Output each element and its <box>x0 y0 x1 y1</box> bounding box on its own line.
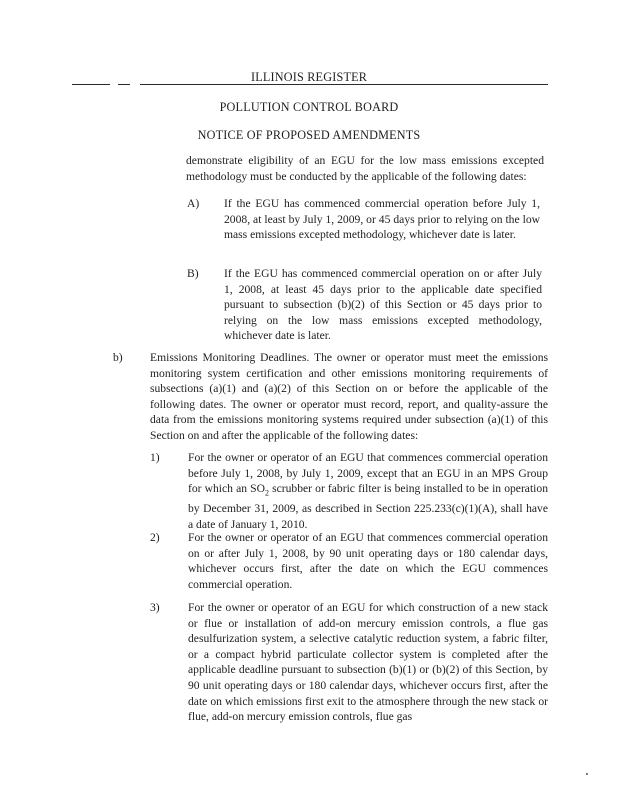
scan-speck <box>586 773 588 775</box>
item-1-text-part1: For the owner or operator of an EGU that commences commercial operation before July 1, 2008, by July 1, 2009, except that an EGU in an MPS Group for which an SO <box>188 451 548 496</box>
notice-title: NOTICE OF PROPOSED AMENDMENTS <box>197 128 421 142</box>
header-rule-left <box>72 84 110 85</box>
section-b-text: Emissions Monitoring Deadlines. The owner or operator must meet the emissions monitoring system certification and other emissions monitoring requirements of subsections (a)(1) and (a)(2) of this Section on or before the applicable of the following dates. The owner or operator must record, report, and quality-assure the data from the emissions monitoring systems required under subsection (a)(1) of this Section on and after the applicable of the following dates: <box>150 351 548 442</box>
item-2-text: For the owner or operator of an EGU that commences commercial operation on or after July 1, 2008, by 90 unit operating days or 180 calendar days, whichever occurs first, after the date on which the EGU commences commercial operation. <box>188 531 548 591</box>
board-title: POLLUTION CONTROL BOARD <box>219 100 399 114</box>
item-1-text-part2: scrubber or fabric filter is being installed to be in operation by December 31, 2009, as described in Section 225.233(c)(1)(A), shall have a date of January 1, 2010. <box>188 482 548 531</box>
item-3-text: For the owner or operator of an EGU for which construction of a new stack or flue or installation of add-on mercury emission controls, a flue gas desulfurization system, a selective catalytic reduction system, a fabric filter, or a compact hybrid particulate collector system is completed after the applicable deadline pursuant to subsection (b)(1) or (b)(2) of this Section, by 90 unit operating days or 180 calendar days, whichever occurs first, after the date on which emissions first exit to the atmosphere through the new stack or flue, add-on mercury emission controls, flue gas <box>188 601 548 724</box>
sub-item-a-text: If the EGU has commenced commercial operation before July 1, 2008, at least by July 1, 2009, or 45 days prior to relying on the low mass emissions excepted methodology, whichever date is later. <box>224 197 540 242</box>
item-2-label: 2) <box>150 531 160 544</box>
item-1-label: 1) <box>150 451 160 464</box>
register-title: ILLINOIS REGISTER <box>250 70 368 84</box>
header-rule-mark <box>118 84 130 85</box>
sub-item-b-label: B) <box>187 267 199 280</box>
item-3-label: 3) <box>150 601 160 614</box>
sub-item-b-text: If the EGU has commenced commercial operation on or after July 1, 2008, at least 45 days prior to the applicable date specified pursuant to subsection (b)(2) of this Section or 45 days prior to relying on the low mass emissions excepted methodology, whichever date is later. <box>224 267 542 343</box>
so2-subscript: 2 <box>264 488 269 498</box>
intro-paragraph: demonstrate eligibility of an EGU for the low mass emissions excepted methodology must be conducted by the applicable of the following dates: <box>186 154 544 183</box>
header-rule <box>140 84 548 85</box>
sub-item-a-label: A) <box>187 197 200 210</box>
item-1-text <box>188 450 548 532</box>
section-b-label: b) <box>113 351 123 364</box>
